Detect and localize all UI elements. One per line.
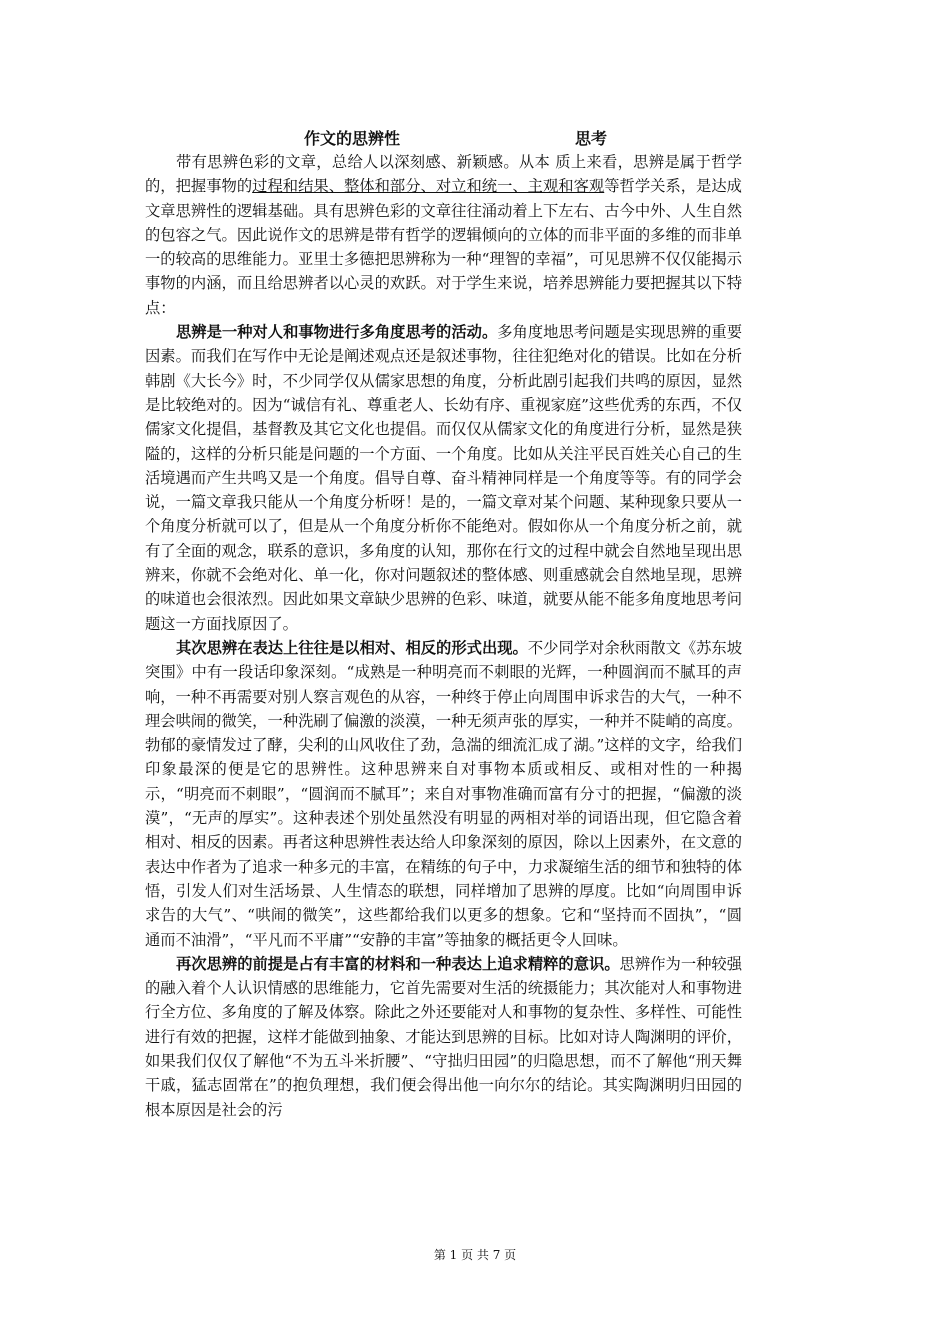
paragraph-1 bbox=[145, 320, 742, 636]
page-title: 作文的思辨性 bbox=[304, 129, 401, 148]
title-row bbox=[145, 126, 745, 152]
paragraph-3-heading: 再次思辨的前提是占有丰富的材料和一种表达上追求精粹的意识。 bbox=[176, 954, 620, 973]
paragraph-2-heading: 其次思辨在表达上往往是以相对、相反的形式出现。 bbox=[176, 638, 528, 657]
paragraph-1-text: 多角度地思考问题是实现思辨的重要因素。而我们在写作中无论是阐述观点还是叙述事物，往往犯绝对化的错误。比如在分析韩剧《大长今》时，不少同学仅从儒家思想的角度，分析此剧引起我们共鸣的原因，显然是比较绝对的。因为“诚信有礼、尊重老人、长幼有序、重视家庭”这些优秀的东西，不仅儒家文化提倡，基督教及其它文化也提倡。而仅仅从儒家文化的角度进行分析，显然是狭隘的，这样的分析只能是问题的一个方面、一个角度。比如从关注平民百姓关心自己的生活境遇而产生共鸣又是一个角度。倡导自尊、奋斗精神同样是一个角度等等。有的同学会说，一篇文章我只能从一个角度分析呀！是的，一篇文章对某个问题、某种现象只要从一个角度分析就可以了，但是从一个角度分析你不能绝对。假如你从一个角度分析之前，就有了全面的观念，联系的意识，多角度的认知，那你在行文的过程中就会自然地呈现出思辨来，你就不会绝对化、单一化，你对问题叙述的整体感、则重感就会自然地呈现，思辨的味道也会很浓烈。因此如果文章缺少思辨的色彩、味道，就要从能不能多角度地思考问题这一方面找原因了。 bbox=[145, 323, 743, 633]
title-tag: 思考 bbox=[575, 129, 608, 148]
paragraph-2-text: 不少同学对余秋雨散文《苏东坡突围》中有一段话印象深刻。“成熟是一种明亮而不刺眼的光辉，一种圆润而不腻耳的声响，一种不再需要对别人察言观色的从容，一种终于停止向周围申诉求告的大气，一种不理会哄闹的微笑，一种洗刷了偏激的淡漠，一种无须声张的厚实，一种并不陡峭的高度。勃郁的豪情发过了酵，尖利的山风收住了劲，急湍的细流汇成了湖。”这样的文字，给我们印象最深的便是它的思辨性。这种思辨来自对事物本质或相反、或相对性的一种揭示，“明亮而不刺眼”，“圆润而不腻耳”；来自对事物准确而富有分寸的把握，“偏激的淡漠”，“无声的厚实”。这种表述个别处虽然没有明显的两相对举的词语出现，但它隐含着相对、相反的因素。再者这种思辨性表达给人印象深刻的原因，除以上因素外，在文意的表达中作者为了追求一种多元的丰富，在精练的句子中，力求凝缩生活的细节和独特的体悟，引发人们对生活场景、人生情态的联想，同样增加了思辨的厚度。比如“向周围申诉求告的大气”、“哄闹的微笑”，这些都给我们以更多的想象。它和“坚持而不固执”，“圆通而不油滑”，“平凡而不平庸”“安静的丰富”等抽象的概括更令人回味。 bbox=[145, 638, 743, 949]
intro-text-1: 带有思辨色彩的文章，总给人以深刻感、新颖感。从本 质上来看，思辨是属于哲学的，把握事物的 bbox=[145, 153, 742, 196]
paragraph-3 bbox=[145, 952, 742, 1122]
article-body bbox=[145, 150, 742, 1122]
intro-underlined-text: 过程和结果、整体和部分、对立和统一、主观和客观 bbox=[252, 177, 605, 196]
paragraph-2 bbox=[145, 636, 742, 952]
page-footer: 第 1 页 共 7 页 bbox=[433, 1248, 517, 1262]
paragraph-3-text: 思辨作为一种较强的融入着个人认识情感的思维能力，它首先需要对生活的统摄能力；其次能对人和事物进行全方位、多角度的了解及体察。除此之外还要能对人和事物的复杂性、多样性、可能性进行有效的把握，这样才能做到抽象、才能达到思辨的目标。比如对诗人陶渊明的评价，如果我们仅仅了解他“不为五斗米折腰”、“守拙归田园”的归隐思想，而不了解他“刑天舞干戚，猛志固常在”的抱负理想，我们便会得出他一向尔尔的结论。其实陶渊明归田园的根本原因是社会的污 bbox=[145, 954, 743, 1119]
paragraph-intro bbox=[145, 150, 742, 320]
intro-text-2: 等哲学关系，是达成文章思辨性的逻辑基础。具有思辨色彩的文章往往涌动着上下左右、古今中外、人生自然的包容之气。因此说作文的思辨是带有哲学的逻辑倾向的立体的而非平面的多维的而非单一的较高的思维能力。亚里士多德把思辨称为一种“理智的幸福”，可见思辨不仅仅能揭示事物的内涵，而且给思辨者以心灵的欢跃。对于学生来说，培养思辨能力要把握其以下特点： bbox=[145, 177, 742, 317]
paragraph-1-heading: 思辨是一种对人和事物进行多角度思考的活动。 bbox=[176, 323, 498, 342]
